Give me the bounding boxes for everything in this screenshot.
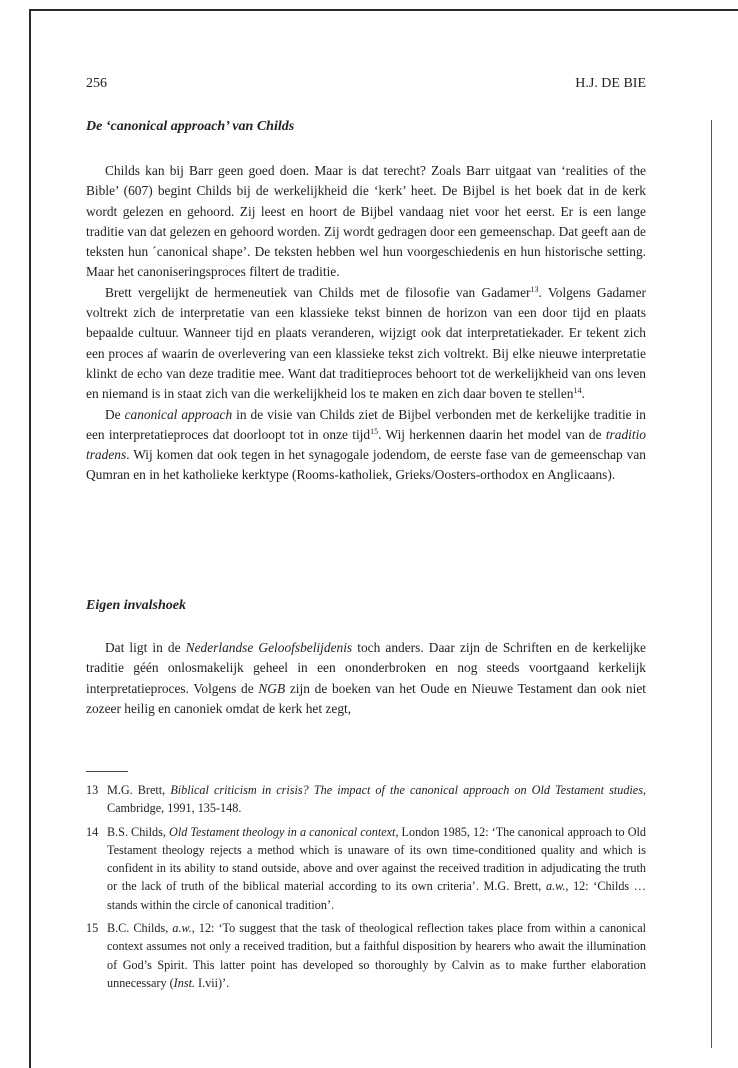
scan-border-right [711, 120, 712, 1048]
footnote-number: 15 [86, 921, 99, 936]
section-heading-canonical-approach: De ‘canonical approach’ van Childs [86, 119, 295, 134]
running-author: H.J. DE BIE [575, 76, 646, 91]
paragraph [86, 283, 646, 405]
footnote-number: 13 [86, 783, 99, 797]
footnote-ref: 14 [573, 386, 582, 396]
scan-border-left [29, 9, 31, 1068]
footnote-text: B.C. Childs, [107, 921, 173, 936]
footnote-text: I.vii)’. [195, 975, 230, 990]
footnote-text: B.S. Childs, [107, 824, 170, 839]
paragraph-text: . Wij herkennen daarin het model van de [378, 426, 606, 442]
footnote-text: , Cambridge, 1991, 135-148. [107, 783, 647, 816]
paragraph-text: Dat ligt in de [105, 640, 186, 655]
footnote-text: M.G. Brett, [107, 783, 171, 797]
italic-title: Old Testament theology in a canonical context [169, 824, 396, 839]
paragraph-text: . [581, 386, 585, 402]
italic-title: a.w. [172, 921, 192, 936]
footnote [86, 823, 646, 914]
paragraph-text: toch anders. Daar zijn de Schriften en de kerkelijke traditie géén onlosmakelijk geheel in een ononderbroken en nog steeds voortgaand kerkelijk interpretatieproces. Volgens de [86, 640, 646, 696]
paragraph-text: De [105, 406, 125, 422]
italic-term: NGB [258, 680, 286, 696]
page-number: 256 [86, 76, 107, 91]
paragraph [86, 405, 646, 486]
italic-term: Nederlandse Geloofsbelijdenis [185, 640, 353, 655]
footnote-text: , 12: ‘To suggest that the task of theological reflection takes place from within a canonical context assumes not only a received tradition, but a faithful disposition by hearers who await the illumination of God’s Spirit. This latter point has developed so thoroughly by Calvin as to make further elaboration unnecessary ( [107, 921, 646, 990]
italic-term: traditio tradens [86, 426, 646, 463]
paragraph-text: Childs kan bij Barr geen goed doen. Maar is dat terecht? Zoals Barr uitgaat van ‘realities of the Bible’ (607) begint Childs bij de werkelijkheid die ‘kerk’ heet. De Bijbel is het boek dat in de kerk wordt gelezen en gehoord. Zij leest en hoort de Bijbel vandaag niet voor het eerst. Er is een lange traditie van dat gelezen en gehoord worden. Zij wordt gedragen door een gemeenschap. Dat geeft aan de teksten hun ´canonical shape’. De teksten hebben wel hun voorgeschiedenis en hun historische setting. Maar het canoniseringsproces filtert de traditie. [86, 163, 646, 280]
paragraph-text: Brett vergelijkt de hermeneutiek van Childs met de filosofie van Gadamer [105, 284, 531, 300]
italic-term: canonical approach [124, 406, 233, 422]
italic-title: Inst. [173, 975, 195, 990]
footnote [86, 781, 646, 818]
paragraph-text: . Volgens Gadamer voltrekt zich de interpretatie van een klassieke tekst binnen de horizon van een door tijd en plaats bepaalde cultuur. Wanneer tijd en plaats veranderen, wijzigt ook dat interpretatiekader. Er tekent zich een proces af waarin de overlevering van een klassieke tekst zich voltrekt. Bij elke nieuwe interpretatie klinkt de echo van deze traditie mee. Want dat traditieproces behoort tot de werkelijkheid van ons leven en niemand is in staat zich van die werkelijkheid los te maken en zich daar boven te stellen [86, 284, 646, 402]
scan-border-top [30, 9, 738, 11]
footnote-text: , 12: ‘Childs …stands within the circle of canonical tradition’. [107, 879, 646, 912]
italic-title: Biblical criticism in crisis? The impact of the canonical approach on Old Testament studies [170, 783, 643, 797]
section1-body [86, 161, 646, 486]
paragraph [86, 638, 646, 719]
paragraph [86, 161, 646, 283]
footnotes [86, 781, 646, 997]
paragraph-text: . Wij komen dat ook tegen in het synagogale jodendom, de eerste fase van de gemeenschap van Qumran en in het katholieke kerktype (Rooms-katholiek, Grieks/Oosters-orthodox en Anglicaans). [86, 447, 646, 483]
footnote-separator [86, 771, 128, 772]
paragraph-text: zijn de boeken van het Oude en Nieuwe Testament dan ook niet zozeer heilig en canoniek omdat de kerk het zegt, [86, 680, 646, 716]
footnote-ref: 13 [530, 284, 539, 294]
footnote-text: , London 1985, 12: ‘The canonical approach to Old Testament theology rejects a method which is unaware of its own time-conditioned quality and which is confident in its ability to stand outside, above and over against the received tradition in adjudicating the truth or the lack of truth of the biblical material according to its own criteria’. M.G. Brett, [107, 824, 646, 894]
section-heading-eigen-invalshoek: Eigen invalshoek [86, 598, 186, 613]
italic-title: a.w. [545, 879, 566, 894]
footnote [86, 919, 646, 992]
section2-body [86, 638, 646, 719]
footnote-ref: 15 [370, 426, 379, 436]
paragraph-text: in de visie van Childs ziet de Bijbel verbonden met de kerkelijke traditie in een interpretatieproces dat doorloopt tot in onze tijd [86, 406, 646, 442]
footnote-number: 14 [86, 824, 99, 839]
